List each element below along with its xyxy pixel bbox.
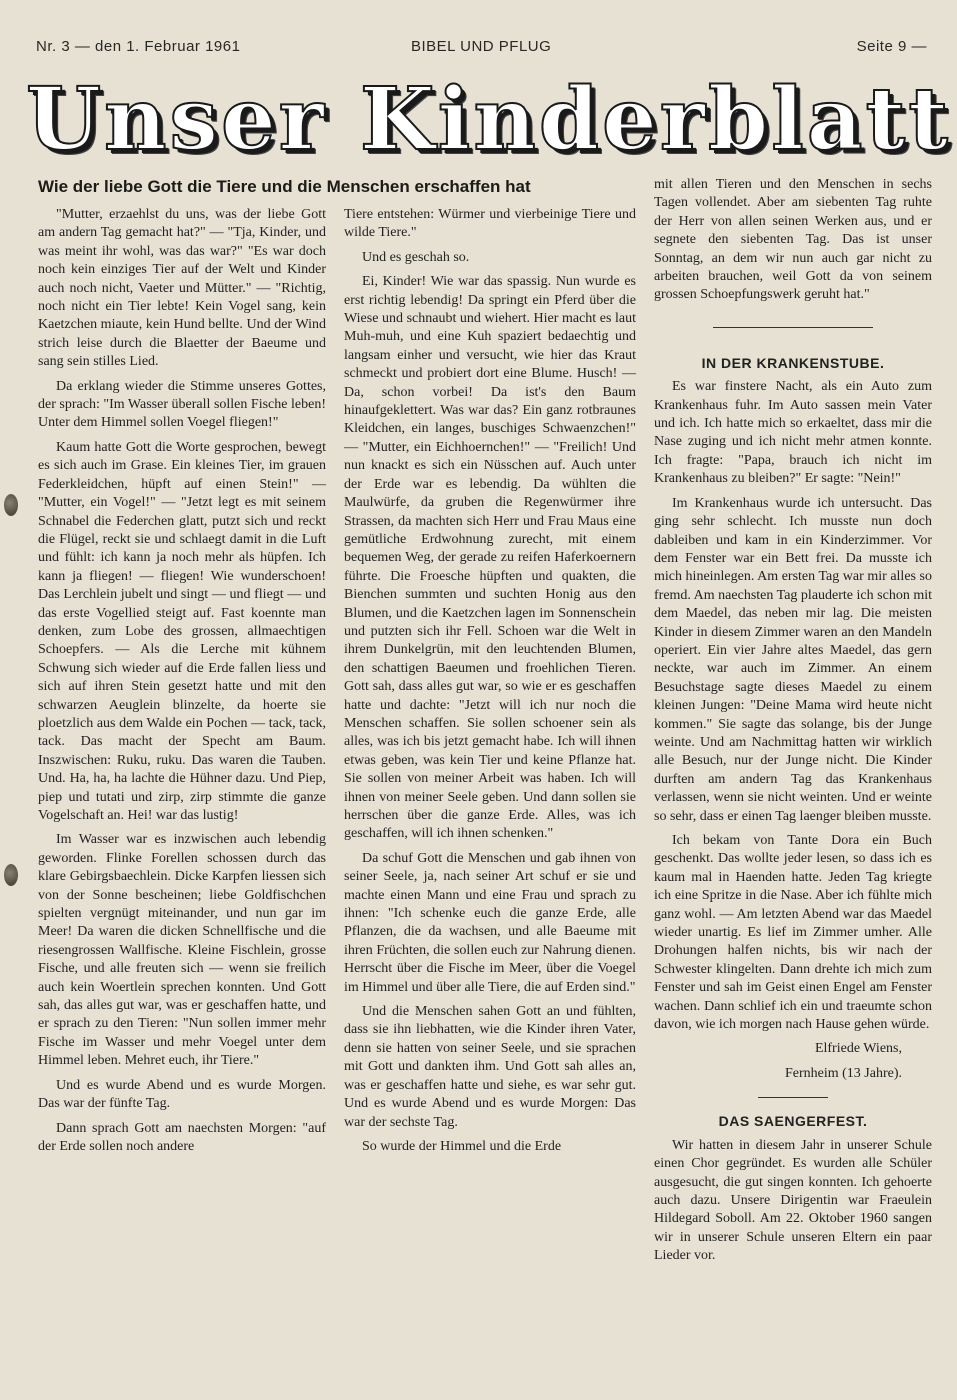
divider	[713, 327, 873, 328]
divider	[758, 1097, 828, 1098]
column-2	[344, 206, 636, 1162]
author-place: Fernheim (13 Jahre).	[784, 1065, 902, 1081]
paragraph: Tiere entstehen: Würmer und vierbeinige Tiere und wilde Tiere."	[344, 207, 636, 241]
paragraph: Ich bekam von Tante Dora ein Buch geschenkt. Das wollte jeder lesen, so dass ich es kaum mal in Haenden hatte. Jeden Tag kriegte ich eine Spritze in die Nase. Aber ich fühlte mich ganz wohl. — Am letzten Abend war das Maedel wieder unartig. Es lief im Zimmer umher. Alle Drohungen halfen nichts, bis wir nach der Schwester klingelten. Dann drehte ich mich zum Fenster und sah im Geist einen Engel am Fenster wachen. Dann schlief ich ein und traeumte schon davon, wie ich morgen nach Hause gehen würde.	[654, 833, 932, 1033]
paragraph: Es war finstere Nacht, als ein Auto zum Krankenhaus fuhr. Im Auto sassen mein Vater und ich. Ich hatte mich so erkaeltet, dass mir die Nase zuging und ich nicht mehr atmen konnte. Ich fragte: "Papa, brauch ich nicht im Krankenhaus zu bleiben?" Er sagte: "Nein!"	[654, 379, 932, 487]
article-title-creation: Wie der liebe Gott die Tiere und die Menschen erschaffen hat	[38, 177, 531, 196]
paragraph: Und es geschah so.	[362, 249, 470, 265]
publication-name: BIBEL UND PFLUG	[411, 38, 552, 55]
column-1	[38, 206, 326, 1162]
paragraph: Im Wasser war es inzwischen auch lebendig geworden. Flinke Forellen schossen durch das klare Gebirgsbaechlein. Dicke Karpfen liessen sich von der Sonne bescheinen; liebe Goldfischchen spielten vergnügt miteinander, und nun gar im Meer! Da waren die dicken Schnellfische und die riesengrossen Wallfische. Kleine Fischlein, grosse Fische, und alle freuten sich — wenn sie freilich auch kein Woertlein sprechen konnten. Und Gott sah, das alles gut war, was er geschaffen hatte, und er sprach zu den Tieren: "Nun sollen immer mehr Fische im Wasser und mehr Voegel unter dem Himmel leben. Mehret euch, ihr Tiere."	[38, 832, 326, 1069]
paragraph: Kaum hatte Gott die Worte gesprochen, bewegt es sich auch im Grase. Ein kleines Tier, im grauen Federkleidchen, hüpft auf einen Stein!" — "Mutter, ein Vogel!" — "Jetzt legt es mit seinem Schnabel die Federchen glatt, putzt sich und reckt die Flügel, reckt sie und schlaegt damit in die Luft und fühlt: ich kann ja noch mehr als hüpfen. Ich kann ja fliegen! — fliegen! Wie wunderschoen! Das Lerchlein jubelt und singt — und fliegt — und das erste Vogellied steigt auf. Fast koennte man denken, zum Lobe des grossen, allmaechtigen Schoepfers. — Als die Lerche mit kühnem Schwung sich wieder auf die Erde fallen liess und sich auf ihren Stein gesetzt hatte und mit den schwarzen Aeuglein blinzelte, da hoerte sie ploetzlich aus dem Walde ein Pochen — tack, tack, tack. Das macht der Specht am Baum. Inszwischen: Ruku, ruku. Das waren die Tauben. Und. Ha, ha, ha lachte die Hühner dazu. Und Piep, piep und tutati und zirp, zirp stimmte die ganze Vogelschaft an. Hei! war das lustig!	[38, 439, 326, 823]
paragraph: Da schuf Gott die Menschen und gab ihnen von seiner Seele, ja, nach seiner Art schuf er sie und machte einen Mann und eine Frau und sprach zu ihnen: "Ich schenke euch die ganze Erde, alle Pflanzen, die da wachsen, und alle Baeume mit ihren Früchten, die sollen euch zur Nahrung dienen. Herrscht über die Fische im Meer, über die Voegel im Himmel und über alle Tiere, die auf Erden sind."	[344, 850, 636, 995]
paragraph: Dann sprach Gott am naechsten Morgen: "auf der Erde sollen noch andere	[38, 1120, 326, 1154]
paragraph: Wir hatten in diesem Jahr in unserer Schule einen Chor gegründet. Es wurden alle Schüler ausgesucht, die gut singen konnten. Ich gehoerte auch dazu. Unsere Dirigentin war Fraeulein Hildegard Soboll. Am 22. Oktober 1960 sangen wir in unserer Schule unseren Eltern ein paar Lieder vor.	[654, 1137, 932, 1264]
paragraph: Und die Menschen sahen Gott an und fühlten, dass sie ihn liebhatten, wie die Kinder ihren Vater, denn sie hatten von seiner Seele, und sie sprachen mit Gott und dankten ihm. Und Gott sah alles an, was er geschaffen hatte und siehe, es war sehr gut. Und es wurde Abend und es wurde Morgen: Das war der sechste Tag.	[344, 1004, 636, 1130]
paragraph: Ei, Kinder! Wie war das spassig. Nun wurde es erst richtig lebendig! Da springt ein Pferd über die Wiese und schnaubt und wiehert. Hier macht es laut Muh-muh, und eine Kuh spaziert bedaechtig und langsam einher und versucht, wie hier das Kraut schmeckt und probiert dort eine Blume. Husch! — Da, schon vorbei! Da ist's den Baum hinaufgeklettert. Was war das? Ein ganz rotbraunes Kleidchen, ein langes, buschiges Schwaenzchen!" — "Mutter, ein Eichhoernchen!" — "Freilich! Und nun knackt es sich ein Nüsschen auf. Auch unter der Erde war es lebendig. Da wühlten die Maulwürfe, da gruben die Regenwürmer ihre Strassen, da machten sich Herr und Frau Maus eine gemütliche Erdwohnung zurecht, mit einem bequemen Weg, der gerade zu reifen Haferkoernern führte. Die Froesche hüpften und quakten, die Bienchen summten und suchten Honig aus den Blumen, und die Kaetzchen lagen im Sonnenschein und putzten sich ihr Fell. Schoen war die Welt in ihrem Dunkelgrün, mit den leuchtenden Blumen, den schattigen Baeumen und froehlichen Tieren. Gott sah, dass alles gut war, so wie er es geschaffen hatte und dachte: "Jetzt will ich nur noch die Menschen schaffen. Sie sollen schoener sein als alles, was ich bis jetzt gemacht habe. Ich will ihnen etwas geben, was kein Tier und keine Pflanze hat. Sie sollen von meiner Arbeit was haben. Ich will ihnen von meiner Seele geben. Und dann sollen sie herrschen über die ganze Erde. Alles, was ich geschaffen, will ich ihnen schenken."	[344, 274, 636, 842]
article-title-krankenstube: IN DER KRANKENSTUBE.	[701, 354, 885, 371]
paragraph: Da erklang wieder die Stimme unseres Gottes, der sprach: "Im Wasser überall sollen Fische leben! Unter dem Himmel sollen Voegel fliegen!"	[38, 378, 326, 431]
paragraph: mit allen Tieren und den Menschen in sechs Tagen vollendet. Aber am siebenten Tag ruhte der Herr von allen seinen Werken aus, und er segnete den siebenten Tag. Das ist unser Sonntag, an dem wir nun auch gar nicht zu arbeiten brauchen, weil Gott da von seinem grossen Schoepfungswerk geruht hat."	[654, 177, 932, 303]
column-3	[654, 176, 932, 1272]
paragraph: "Mutter, erzaehlst du uns, was der liebe Gott am andern Tag gemacht hat?" — "Tja, Kinder, und was meint ihr wohl, was das war?" "Es war doch noch kein einziges Tier auf der Welt und Kinder auch noch nicht, Vaeter und Mütter." — "Richtig, noch nicht ein Tier lebte! Kein Vogel sang, kein Kaetzchen miaute, kein Hund bellte. Und der Wind strich leise durch die Blaetter der Baeume und sang sein stilles Lied.	[38, 207, 326, 370]
binder-hole-icon	[4, 494, 18, 516]
page-header	[36, 38, 927, 62]
paragraph: Im Krankenhaus wurde ich untersucht. Das ging sehr schlecht. Ich musste nun doch dableiben und kam in ein Kinderzimmer. Vor dem Fenster war ein Bett frei. Da musste ich mich hineinlegen. Am ersten Tag war mir alles so fremd. Am naechsten Tag plauderte ich schon mit dem Maedel, das neben mir lag. Die meisten Kinder in diesem Zimmer waren an den Mandeln operiert. Ein vier Jahre altes Maedel, das gern neckte, war auch im Zimmer. An einem Besuchstage sagte dieses Maedel zu einem kleinen Jungen: "Deine Mama wird heute nicht kommen." Sie sagte das solange, bis der Junge weinte. Und am Nachmittag hatten wir wirklich alle Besuch, nur der Junge nicht. Die Kinder durften am andern Tag das Krankenhaus verlassen, wenn sie nicht weinten. Und er weinte so sehr, dass er einen Tag laenger bleiben musste.	[654, 495, 932, 824]
binder-hole-icon	[4, 864, 18, 886]
issue-date: Nr. 3 — den 1. Februar 1961	[36, 38, 241, 55]
page-number: Seite 9 —	[856, 38, 927, 55]
author-name: Elfriede Wiens,	[814, 1041, 902, 1057]
paragraph: Und es wurde Abend und es wurde Morgen. Das war der fünfte Tag.	[38, 1077, 326, 1112]
article-title-saengerfest: DAS SAENGERFEST.	[718, 1113, 868, 1130]
masthead-title: Unser Kinderblatt	[26, 69, 951, 170]
paragraph: So wurde der Himmel und die Erde	[362, 1138, 562, 1154]
